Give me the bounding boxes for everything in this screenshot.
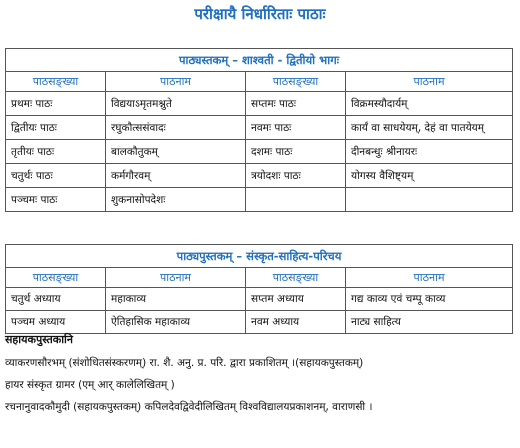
- table-caption: पाठ्यपुस्तकम् – संस्कृत-साहित्य-परिचय: [6, 245, 513, 268]
- lesson-name: योगस्य वैशिष्ट्यम्: [346, 164, 513, 188]
- syllabus-table-literature: [5, 244, 513, 334]
- lesson-name: शुकनासोपदेशः: [106, 188, 246, 212]
- lesson-number: नवमः पाठः: [246, 116, 346, 140]
- references-section: [5, 332, 515, 422]
- lesson-name: विद्ययाऽमृतमश्नुते: [106, 92, 246, 116]
- table-row: [6, 288, 513, 311]
- lesson-number: त्रयोदशः पाठः: [246, 164, 346, 188]
- table-row: [6, 188, 513, 212]
- lesson-name: कर्मगौरवम्: [106, 164, 246, 188]
- table-row: [6, 92, 513, 116]
- references-title: सहायकपुस्तकानि: [5, 333, 74, 346]
- lesson-number: पञ्चमः पाठः: [6, 188, 106, 212]
- column-header: पाठनाम: [106, 72, 246, 92]
- chapter-name: महाकाव्य: [106, 288, 246, 311]
- reference-item: हायर संस्कृत ग्रामर (एम् आर् कालेलिखितम् ): [5, 379, 175, 391]
- lesson-name: दीनबन्धुः श्रीनायरः: [346, 140, 513, 164]
- lesson-number: सप्तमः पाठः: [246, 92, 346, 116]
- lesson-number: दशमः पाठः: [246, 140, 346, 164]
- lesson-name: कार्यं वा साधयेयम्, देहं वा पातयेयम्: [346, 116, 513, 140]
- lesson-name: बालकौतुकम्: [106, 140, 246, 164]
- lesson-number: तृतीयः पाठः: [6, 140, 106, 164]
- lesson-number: द्वितीयः पाठः: [6, 116, 106, 140]
- reference-item: रचनानुवादकौमुदी (सहायकपुस्तकम्) कपिलदेवद्विवेदीलिखितम् विश्वविद्यालयप्रकाशनम्, वाराणसी ।: [5, 401, 373, 413]
- lesson-name: विक्रमस्यौदार्यम्: [346, 92, 513, 116]
- reference-item: व्याकरणसौरभम् (संशोधितसंस्करणम्) रा. शै. अनु. प्र. परि. द्वारा प्रकाशितम् ।(सहायकपुस्तकम्): [5, 357, 364, 369]
- syllabus-table-textbook: [5, 48, 513, 212]
- chapter-name: नाट्य साहित्य: [346, 311, 513, 334]
- column-header: पाठनाम: [106, 268, 246, 288]
- chapter-number: नवम अध्याय: [246, 311, 346, 334]
- column-header: पाठनाम: [346, 72, 513, 92]
- column-header: पाठनाम: [346, 268, 513, 288]
- table-row: [6, 140, 513, 164]
- table-row: [6, 164, 513, 188]
- empty-cell: [346, 188, 513, 212]
- lesson-number: प्रथमः पाठः: [6, 92, 106, 116]
- page-title: परीक्षायै निर्धारिताः पाठाः: [194, 5, 326, 23]
- column-header: पाठसङ्ख्या: [6, 268, 106, 288]
- chapter-number: पञ्चम अध्याय: [6, 311, 106, 334]
- table-row: [6, 116, 513, 140]
- chapter-name: गद्य काव्य एवं चम्पू काव्य: [346, 288, 513, 311]
- lesson-name: रघुकौत्ससंवादः: [106, 116, 246, 140]
- chapter-number: सप्तम अध्याय: [246, 288, 346, 311]
- empty-cell: [246, 188, 346, 212]
- column-header: पाठसङ्ख्या: [246, 268, 346, 288]
- lesson-number: चतुर्थः पाठः: [6, 164, 106, 188]
- column-header: पाठसङ्ख्या: [246, 72, 346, 92]
- chapter-name: ऐतिहासिक महाकाव्य: [106, 311, 246, 334]
- chapter-number: चतुर्थ अध्याय: [6, 288, 106, 311]
- column-header: पाठसङ्ख्या: [6, 72, 106, 92]
- table-caption: पाठ्यस्तकम् – शाश्वती - द्वितीयो भागः: [6, 49, 513, 72]
- table-row: [6, 311, 513, 334]
